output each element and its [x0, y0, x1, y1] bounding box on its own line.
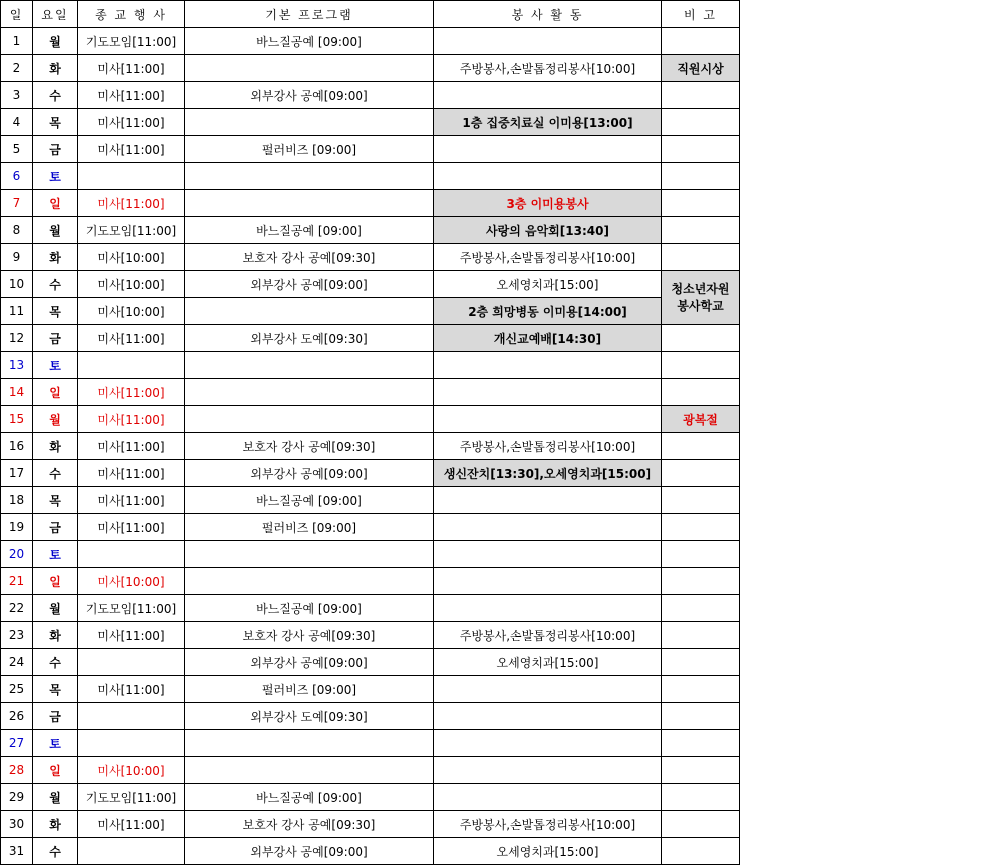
- day-cell: 2: [1, 55, 33, 82]
- program-cell: [185, 190, 434, 217]
- day-cell: 19: [1, 514, 33, 541]
- schedule-row: [1, 838, 740, 865]
- volunteer-cell: [434, 676, 662, 703]
- note-cell: 직원시상: [662, 55, 740, 82]
- volunteer-cell: [434, 595, 662, 622]
- program-cell: 바느질공예 [09:00]: [185, 595, 434, 622]
- volunteer-cell: [434, 703, 662, 730]
- volunteer-cell: [434, 514, 662, 541]
- religious-cell: 기도모임[11:00]: [78, 784, 185, 811]
- program-cell: 보호자 강사 공예[09:30]: [185, 622, 434, 649]
- day-cell: 21: [1, 568, 33, 595]
- schedule-row: [1, 811, 740, 838]
- religious-cell: 미사[11:00]: [78, 811, 185, 838]
- note-cell: [662, 244, 740, 271]
- program-cell: [185, 109, 434, 136]
- schedule-row: [1, 541, 740, 568]
- program-cell: 외부강사 도예[09:30]: [185, 703, 434, 730]
- day-cell: 16: [1, 433, 33, 460]
- religious-cell: [78, 352, 185, 379]
- note-cell: [662, 514, 740, 541]
- weekday-cell: 토: [33, 163, 78, 190]
- religious-cell: 기도모임[11:00]: [78, 28, 185, 55]
- religious-cell: 기도모임[11:00]: [78, 595, 185, 622]
- religious-cell: [78, 730, 185, 757]
- weekday-cell: 토: [33, 730, 78, 757]
- volunteer-cell: [434, 163, 662, 190]
- weekday-cell: 목: [33, 109, 78, 136]
- day-cell: 25: [1, 676, 33, 703]
- religious-cell: 미사[11:00]: [78, 55, 185, 82]
- day-cell: 18: [1, 487, 33, 514]
- note-cell: [662, 838, 740, 865]
- note-cell: [662, 136, 740, 163]
- program-cell: 바느질공예 [09:00]: [185, 28, 434, 55]
- weekday-cell: 금: [33, 325, 78, 352]
- note-cell: [662, 676, 740, 703]
- volunteer-cell: 주방봉사,손발톱정리봉사[10:00]: [434, 811, 662, 838]
- program-cell: 보호자 강사 공예[09:30]: [185, 811, 434, 838]
- weekday-cell: 화: [33, 811, 78, 838]
- note-cell: [662, 325, 740, 352]
- program-cell: 펄러비즈 [09:00]: [185, 514, 434, 541]
- day-cell: 28: [1, 757, 33, 784]
- weekday-cell: 일: [33, 379, 78, 406]
- volunteer-cell: 오세영치과[15:00]: [434, 649, 662, 676]
- schedule-row: [1, 109, 740, 136]
- day-cell: 1: [1, 28, 33, 55]
- weekday-cell: 월: [33, 217, 78, 244]
- program-cell: 펄러비즈 [09:00]: [185, 676, 434, 703]
- religious-cell: 미사[10:00]: [78, 244, 185, 271]
- program-cell: 외부강사 공예[09:00]: [185, 82, 434, 109]
- program-cell: [185, 757, 434, 784]
- weekday-cell: 일: [33, 190, 78, 217]
- religious-cell: [78, 163, 185, 190]
- weekday-cell: 금: [33, 514, 78, 541]
- schedule-row: [1, 271, 740, 298]
- religious-cell: 미사[11:00]: [78, 190, 185, 217]
- volunteer-cell: 주방봉사,손발톱정리봉사[10:00]: [434, 622, 662, 649]
- schedule-row: [1, 136, 740, 163]
- note-cell: [662, 622, 740, 649]
- note-cell: [662, 460, 740, 487]
- weekday-cell: 화: [33, 433, 78, 460]
- weekday-cell: 월: [33, 595, 78, 622]
- volunteer-cell: [434, 730, 662, 757]
- religious-cell: [78, 649, 185, 676]
- schedule-row: [1, 460, 740, 487]
- day-cell: 9: [1, 244, 33, 271]
- day-cell: 17: [1, 460, 33, 487]
- volunteer-cell: [434, 784, 662, 811]
- schedule-row: [1, 28, 740, 55]
- header-volunteer: 봉 사 활 동: [434, 1, 662, 28]
- schedule-row: [1, 55, 740, 82]
- religious-cell: [78, 838, 185, 865]
- note-cell: [662, 595, 740, 622]
- religious-cell: 미사[11:00]: [78, 433, 185, 460]
- note-cell: 광복절: [662, 406, 740, 433]
- schedule-row: [1, 379, 740, 406]
- program-cell: 외부강사 공예[09:00]: [185, 271, 434, 298]
- schedule-row: [1, 568, 740, 595]
- religious-cell: 미사[11:00]: [78, 460, 185, 487]
- religious-cell: [78, 703, 185, 730]
- weekday-cell: 일: [33, 757, 78, 784]
- note-cell: [662, 379, 740, 406]
- schedule-row: [1, 703, 740, 730]
- note-cell: [662, 82, 740, 109]
- religious-cell: 미사[11:00]: [78, 514, 185, 541]
- note-cell: [662, 757, 740, 784]
- note-cell: [662, 109, 740, 136]
- volunteer-cell: [434, 82, 662, 109]
- weekday-cell: 목: [33, 298, 78, 325]
- program-cell: 외부강사 공예[09:00]: [185, 460, 434, 487]
- religious-cell: 미사[11:00]: [78, 487, 185, 514]
- religious-cell: 미사[11:00]: [78, 325, 185, 352]
- day-cell: 27: [1, 730, 33, 757]
- day-cell: 11: [1, 298, 33, 325]
- weekday-cell: 수: [33, 460, 78, 487]
- day-cell: 29: [1, 784, 33, 811]
- volunteer-cell: [434, 487, 662, 514]
- weekday-cell: 월: [33, 28, 78, 55]
- program-cell: 외부강사 공예[09:00]: [185, 649, 434, 676]
- note-cell: [662, 487, 740, 514]
- volunteer-cell: [434, 136, 662, 163]
- volunteer-cell: 2층 희망병동 이미용[14:00]: [434, 298, 662, 325]
- schedule-row: [1, 622, 740, 649]
- note-cell: [662, 568, 740, 595]
- day-cell: 31: [1, 838, 33, 865]
- program-cell: 펄러비즈 [09:00]: [185, 136, 434, 163]
- volunteer-cell: [434, 406, 662, 433]
- program-cell: 보호자 강사 공예[09:30]: [185, 433, 434, 460]
- header-religious: 종 교 행 사: [78, 1, 185, 28]
- religious-cell: 미사[11:00]: [78, 379, 185, 406]
- header-weekday: 요일: [33, 1, 78, 28]
- program-cell: [185, 406, 434, 433]
- volunteer-cell: [434, 28, 662, 55]
- religious-cell: [78, 541, 185, 568]
- volunteer-cell: [434, 352, 662, 379]
- header-row: [1, 1, 740, 28]
- religious-cell: 미사[11:00]: [78, 109, 185, 136]
- weekday-cell: 목: [33, 487, 78, 514]
- weekday-cell: 목: [33, 676, 78, 703]
- volunteer-cell: 생신잔치[13:30],오세영치과[15:00]: [434, 460, 662, 487]
- religious-cell: 기도모임[11:00]: [78, 217, 185, 244]
- program-cell: 바느질공예 [09:00]: [185, 487, 434, 514]
- header-note: 비 고: [662, 1, 740, 28]
- note-cell: [662, 703, 740, 730]
- volunteer-cell: 오세영치과[15:00]: [434, 838, 662, 865]
- program-cell: [185, 568, 434, 595]
- header-day: 일: [1, 1, 33, 28]
- weekday-cell: 금: [33, 136, 78, 163]
- day-cell: 5: [1, 136, 33, 163]
- volunteer-cell: 개신교예배[14:30]: [434, 325, 662, 352]
- schedule-row: [1, 757, 740, 784]
- day-cell: 24: [1, 649, 33, 676]
- day-cell: 20: [1, 541, 33, 568]
- volunteer-cell: 주방봉사,손발톱정리봉사[10:00]: [434, 433, 662, 460]
- religious-cell: 미사[11:00]: [78, 622, 185, 649]
- schedule-row: [1, 406, 740, 433]
- schedule-row: [1, 217, 740, 244]
- weekday-cell: 토: [33, 541, 78, 568]
- note-cell: [662, 28, 740, 55]
- volunteer-cell: [434, 757, 662, 784]
- schedule-row: [1, 487, 740, 514]
- note-cell: [662, 784, 740, 811]
- program-cell: [185, 163, 434, 190]
- schedule-row: [1, 649, 740, 676]
- note-cell: [662, 163, 740, 190]
- schedule-row: [1, 730, 740, 757]
- schedule-row: [1, 325, 740, 352]
- weekday-cell: 금: [33, 703, 78, 730]
- note-cell: [662, 433, 740, 460]
- weekday-cell: 일: [33, 568, 78, 595]
- note-cell: [662, 190, 740, 217]
- weekday-cell: 수: [33, 271, 78, 298]
- program-cell: 보호자 강사 공예[09:30]: [185, 244, 434, 271]
- program-cell: [185, 379, 434, 406]
- volunteer-cell: [434, 541, 662, 568]
- day-cell: 7: [1, 190, 33, 217]
- day-cell: 6: [1, 163, 33, 190]
- schedule-row: [1, 244, 740, 271]
- religious-cell: 미사[11:00]: [78, 82, 185, 109]
- day-cell: 23: [1, 622, 33, 649]
- program-cell: 바느질공예 [09:00]: [185, 784, 434, 811]
- day-cell: 8: [1, 217, 33, 244]
- religious-cell: 미사[11:00]: [78, 676, 185, 703]
- day-cell: 4: [1, 109, 33, 136]
- weekday-cell: 화: [33, 55, 78, 82]
- religious-cell: 미사[10:00]: [78, 757, 185, 784]
- weekday-cell: 토: [33, 352, 78, 379]
- weekday-cell: 수: [33, 838, 78, 865]
- schedule-row: [1, 352, 740, 379]
- note-cell: [662, 649, 740, 676]
- day-cell: 26: [1, 703, 33, 730]
- volunteer-cell: [434, 379, 662, 406]
- schedule-row: [1, 676, 740, 703]
- religious-cell: 미사[10:00]: [78, 568, 185, 595]
- day-cell: 15: [1, 406, 33, 433]
- volunteer-cell: 주방봉사,손발톱정리봉사[10:00]: [434, 55, 662, 82]
- volunteer-cell: [434, 568, 662, 595]
- program-cell: [185, 55, 434, 82]
- program-cell: 외부강사 도예[09:30]: [185, 325, 434, 352]
- schedule-row: [1, 163, 740, 190]
- weekday-cell: 수: [33, 649, 78, 676]
- day-cell: 3: [1, 82, 33, 109]
- religious-cell: 미사[11:00]: [78, 136, 185, 163]
- note-cell: [662, 811, 740, 838]
- day-cell: 13: [1, 352, 33, 379]
- volunteer-cell: 1층 집중치료실 이미용[13:00]: [434, 109, 662, 136]
- program-cell: [185, 730, 434, 757]
- religious-cell: 미사[11:00]: [78, 406, 185, 433]
- weekday-cell: 화: [33, 244, 78, 271]
- volunteer-cell: 사랑의 음악회[13:40]: [434, 217, 662, 244]
- schedule-row: [1, 190, 740, 217]
- weekday-cell: 수: [33, 82, 78, 109]
- program-cell: [185, 352, 434, 379]
- schedule-row: [1, 82, 740, 109]
- header-program: 기본 프로그램: [185, 1, 434, 28]
- program-cell: [185, 541, 434, 568]
- day-cell: 30: [1, 811, 33, 838]
- religious-cell: 미사[10:00]: [78, 298, 185, 325]
- day-cell: 14: [1, 379, 33, 406]
- religious-cell: 미사[10:00]: [78, 271, 185, 298]
- weekday-cell: 월: [33, 406, 78, 433]
- volunteer-cell: 오세영치과[15:00]: [434, 271, 662, 298]
- schedule-row: [1, 514, 740, 541]
- day-cell: 10: [1, 271, 33, 298]
- note-cell: [662, 352, 740, 379]
- schedule-row: [1, 784, 740, 811]
- schedule-row: [1, 595, 740, 622]
- volunteer-cell: 3층 이미용봉사: [434, 190, 662, 217]
- schedule-row: [1, 298, 740, 325]
- program-cell: 바느질공예 [09:00]: [185, 217, 434, 244]
- note-cell: [662, 217, 740, 244]
- volunteer-cell: 주방봉사,손발톱정리봉사[10:00]: [434, 244, 662, 271]
- program-cell: 외부강사 공예[09:00]: [185, 838, 434, 865]
- program-cell: [185, 298, 434, 325]
- day-cell: 12: [1, 325, 33, 352]
- note-cell: [662, 730, 740, 757]
- day-cell: 22: [1, 595, 33, 622]
- schedule-row: [1, 433, 740, 460]
- weekday-cell: 월: [33, 784, 78, 811]
- weekday-cell: 화: [33, 622, 78, 649]
- note-cell: 청소년자원 봉사학교: [662, 271, 740, 325]
- note-cell: [662, 541, 740, 568]
